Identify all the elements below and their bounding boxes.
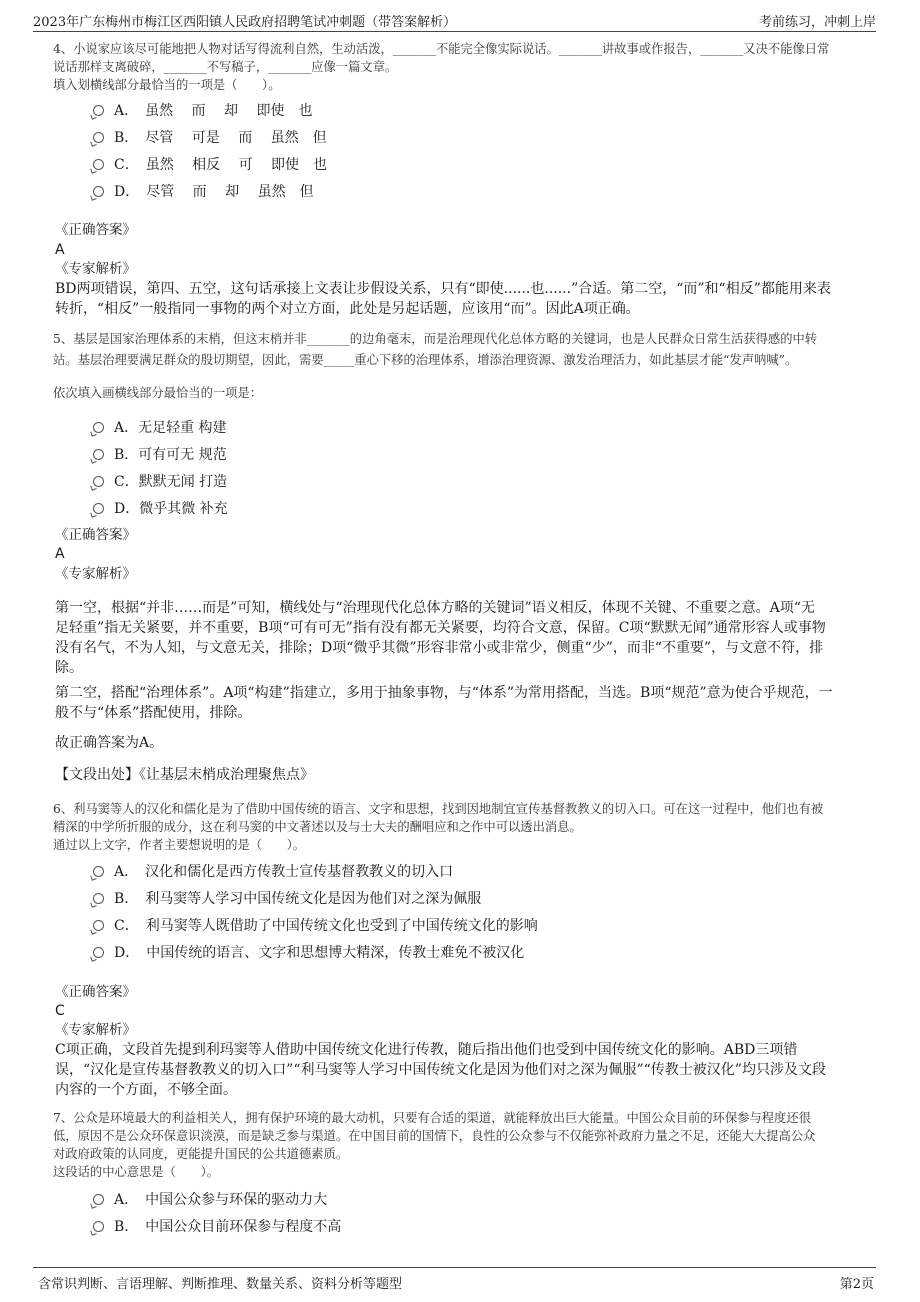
option-b[interactable] <box>93 888 481 910</box>
stem-line: 4、小说家应该尽可能地把人物对话写得流利自然，生动活泼，_______不能完全像实际说话。_______讲故事或作报告，_______又决不能像日常 <box>53 42 830 56</box>
analysis-line: 误，“汉化是宣传基督教教义的切入口”“利马窦等人学习中国传统文化是因为他们对之深为佩服”“传教士被汉化”均只涉及文段 <box>55 1062 826 1078</box>
option-label: B．可有可无 规范 <box>114 447 227 463</box>
option-d[interactable] <box>93 942 524 964</box>
analysis-text <box>55 1040 865 1100</box>
analysis-paragraph-1 <box>55 598 865 678</box>
answer-value: A <box>55 242 65 258</box>
page-number: 第2页 <box>839 1277 874 1292</box>
analysis-line: 足轻重”指无关紧要，并不重要，B项“可有可无”指有没有都无关紧要，均符合文意，保留。C项“默默无闻”通常形容人或事物 <box>55 620 826 636</box>
document-title: 2023年广东梅州市梅江区西阳镇人民政府招聘笔试冲刺题（带答案解析） <box>33 15 457 30</box>
stem-line: 7、公众是环境最大的利益相关人，拥有保护环境的最大动机，只要有合适的渠道，就能释放出巨大能量。中国公众目前的环保参与程度还很 <box>53 1111 811 1125</box>
option-label: C． 利马窦等人既借助了中国传统文化也受到了中国传统文化的影响 <box>114 918 538 934</box>
option-c[interactable] <box>93 915 538 937</box>
answer-label: 《正确答案》 <box>55 984 136 1000</box>
question-7-stem <box>53 1109 863 1181</box>
option-label: D． 尽管 而 却 虽然 但 <box>114 184 314 200</box>
analysis-line: 转折，“相反”一般指同一事物的两个对立方面，此处是另起话题，应该用“而”。因此A项正确。 <box>55 301 640 317</box>
stem-line: 5、基层是国家治理体系的末梢，但这末梢并非_______的边角毫末，而是治理现代化总体方略的关键词，也是人民群众日常生活获得感的中转 <box>53 332 818 346</box>
question-6-stem <box>53 800 863 854</box>
radio-icon[interactable] <box>93 422 104 433</box>
question-prompt: 通过以上文字，作者主要想说明的是（ ）。 <box>53 838 306 852</box>
footer-rule <box>33 1267 876 1268</box>
radio-icon[interactable] <box>93 866 104 877</box>
option-c[interactable] <box>93 154 327 176</box>
option-b[interactable] <box>93 444 227 466</box>
option-label: A． 中国公众参与环保的驱动力大 <box>114 1192 328 1208</box>
stem-line: 对政府政策的认同度，更能提升国民的公共道德素质。 <box>53 1147 349 1161</box>
analysis-line: 第二空，搭配“治理体系”。A项“构建”指建立，多用于抽象事物，与“体系”为常用搭配，当选。B项“规范”意为使合乎规范，一 <box>55 685 833 701</box>
analysis-label: 《专家解析》 <box>55 1022 136 1038</box>
analysis-line: 没有名气，不为人知，与文意无关，排除；D项“微乎其微”形容非常小或非常少，侧重“少”，而非“不重要”，与文意不符，排 <box>55 640 824 656</box>
radio-icon[interactable] <box>93 1221 104 1232</box>
option-label: B． 尽管 可是 而 虽然 但 <box>114 130 327 146</box>
analysis-line: 除。 <box>55 660 83 676</box>
answer-value: A <box>55 546 65 562</box>
analysis-line: 般不与“体系”搭配使用，排除。 <box>55 705 252 721</box>
option-b[interactable] <box>93 1216 341 1238</box>
option-a[interactable] <box>93 100 312 122</box>
stem-line: 6、利马窦等人的汉化和儒化是为了借助中国传统的语言、文字和思想，找到因地制宜宣传基督教教义的切入口。可在这一过程中，他们也有被 <box>53 802 824 816</box>
option-label: A． 虽然 而 却 即使 也 <box>114 103 313 119</box>
analysis-line: C项正确，文段首先提到利玛窦等人借助中国传统文化进行传教，随后指出他们也受到中国传统文化的影响。ABD三项错 <box>55 1042 798 1058</box>
question-4-stem <box>53 40 863 94</box>
radio-icon[interactable] <box>93 503 104 514</box>
analysis-line: 第一空，根据“并非……而是”可知，横线处与“治理现代化总体方略的关键词”语义相反，体现不关键、不重要之意。A项“无 <box>55 600 815 616</box>
analysis-label: 《专家解析》 <box>55 566 136 582</box>
stem-line: 低，原因不是公众环保意识淡漠，而是缺乏参与渠道。在中国目前的国情下，良性的公众参与不仅能弥补政府力量之不足，还能大大提高公众 <box>53 1129 816 1143</box>
stem-line: 站。基层治理要满足群众的殷切期望，因此，需要_____重心下移的治理体系，增添治理资源、激发治理活力，如此基层才能“发声呐喊”。 <box>53 353 798 367</box>
option-label: B． 利马窦等人学习中国传统文化是因为他们对之深为佩服 <box>114 891 482 907</box>
option-d[interactable] <box>93 498 228 520</box>
option-a[interactable] <box>93 417 227 439</box>
option-a[interactable] <box>93 1189 327 1211</box>
option-label: A．无足轻重 构建 <box>114 420 227 436</box>
radio-icon[interactable] <box>93 449 104 460</box>
page-header <box>0 0 920 34</box>
option-label: C． 虽然 相反 可 即使 也 <box>114 157 328 173</box>
radio-icon[interactable] <box>93 476 104 487</box>
radio-icon[interactable] <box>93 105 104 116</box>
option-label: C．默默无闻 打造 <box>114 474 228 490</box>
stem-line: 说话那样支离破碎，_______不写稿子，_______应像一篇文章。 <box>53 60 398 74</box>
header-rule <box>33 31 876 32</box>
question-prompt: 依次填入画横线部分最恰当的一项是： <box>53 386 263 400</box>
analysis-paragraph-2 <box>55 683 865 723</box>
question-5-stem <box>53 330 863 369</box>
radio-icon[interactable] <box>93 920 104 931</box>
header-slogan: 考前练习，冲刺上岸 <box>758 15 876 30</box>
stem-line: 精深的中学所折服的成分，这在利马窦的中文著述以及与士大夫的酬唱应和之作中可以透出消息。 <box>53 820 582 834</box>
analysis-label: 《专家解析》 <box>55 261 136 277</box>
question-prompt: 这段话的中心意思是（ ）。 <box>53 1165 220 1179</box>
answer-value: C <box>55 1003 65 1019</box>
option-label: B． 中国公众目前环保参与程度不高 <box>114 1219 342 1235</box>
option-d[interactable] <box>93 181 314 203</box>
radio-icon[interactable] <box>93 132 104 143</box>
radio-icon[interactable] <box>93 159 104 170</box>
radio-icon[interactable] <box>93 186 104 197</box>
answer-label: 《正确答案》 <box>55 222 136 238</box>
option-b[interactable] <box>93 127 327 149</box>
analysis-line: BD两项错误，第四、五空，这句话承接上文表让步假设关系，只有“即使......也......”合适。第二空，“而”和“相反”都能用来表 <box>55 281 831 297</box>
answer-label: 《正确答案》 <box>55 527 136 543</box>
option-c[interactable] <box>93 471 227 493</box>
question-prompt: 填入划横线部分最恰当的一项是（ ）。 <box>53 78 281 92</box>
page-footer <box>0 1262 920 1302</box>
conclusion: 故正确答案为A。 <box>55 735 164 751</box>
option-label: A． 汉化和儒化是西方传教士宣传基督教教义的切入口 <box>114 864 454 880</box>
radio-icon[interactable] <box>93 1194 104 1205</box>
option-label: D． 中国传统的语言、文字和思想博大精深，传教士难免不被汉化 <box>114 945 525 961</box>
analysis-line: 内容的一个方面，不够全面。 <box>55 1082 237 1098</box>
source-citation: 【文段出处】《让基层末梢成治理聚焦点》 <box>55 767 314 783</box>
analysis-text <box>55 279 865 319</box>
option-a[interactable] <box>93 861 453 883</box>
radio-icon[interactable] <box>93 893 104 904</box>
footer-text: 含常识判断、言语理解、判断推理、数量关系、资料分析等题型 <box>38 1277 403 1292</box>
option-label: D．微乎其微 补充 <box>114 501 228 517</box>
radio-icon[interactable] <box>93 947 104 958</box>
